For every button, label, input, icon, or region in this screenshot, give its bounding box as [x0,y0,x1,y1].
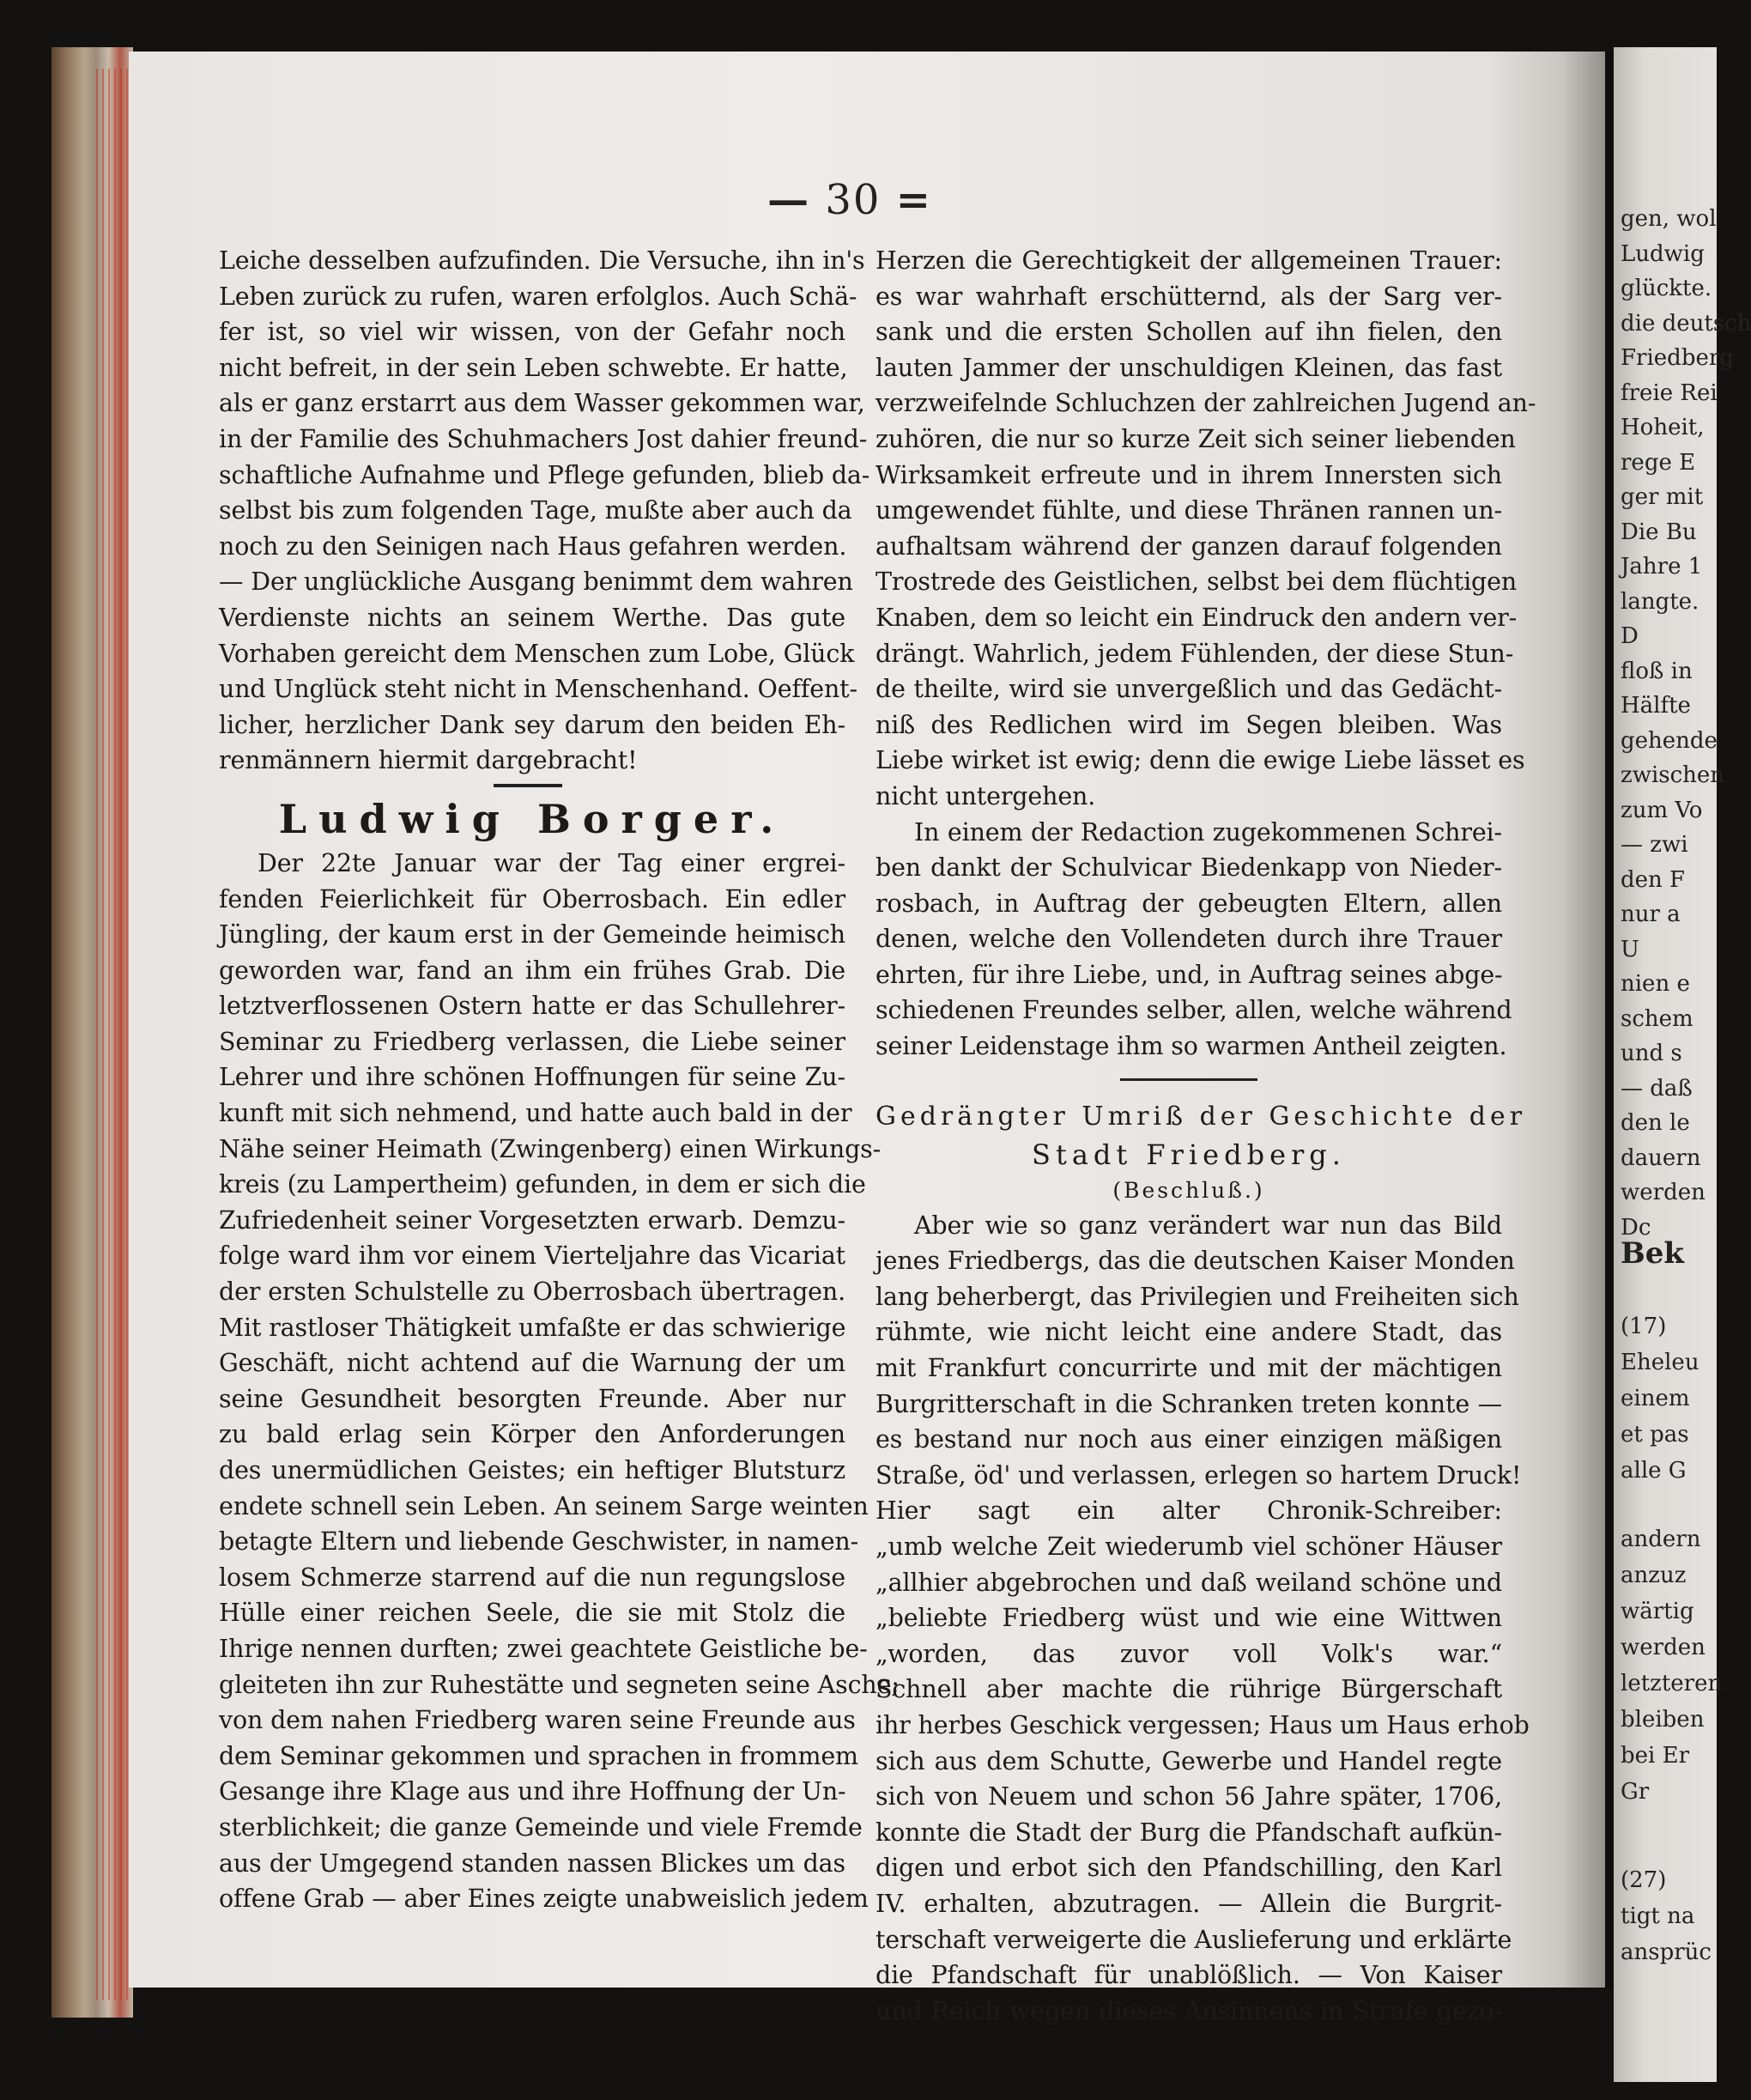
next-page-text-fragment: gehende [1621,727,1718,754]
text-line: Liebe wirket ist ewig; denn die ewige Liebe lässet es [876,746,1525,775]
next-page-fragment [1614,47,1751,2082]
text-line: gleiteten ihn zur Ruhestätte und segneten seine Asche; [219,1670,900,1699]
text-line: letztverflossenen Ostern hatte er das Schullehrer- [219,992,845,1021]
text-line: Knaben, dem so leicht ein Eindruck den andern ver- [876,603,1518,632]
text-line: Aber wie so ganz verändert war nun das Bild [914,1211,1502,1240]
text-line: Zufriedenheit seiner Vorgesetzten erwarb. Demzu- [219,1205,845,1235]
next-page-text-fragment: wärtig [1621,1599,1694,1624]
next-page-text-fragment: einem [1621,1386,1690,1411]
next-page-text-fragment: rege E [1621,449,1696,476]
next-page-text-fragment: U [1621,936,1639,962]
text-line: betagte Eltern und liebende Geschwister, in namen- [219,1527,859,1557]
article-heading-line-1: Gedrängter Umriß der Geschichte der [876,1101,1527,1132]
next-page-text-fragment: Dc [1621,1214,1651,1241]
next-page-text-fragment: (17) [1621,1314,1667,1339]
section-divider [1120,1078,1257,1081]
text-line: zuhören, die nur so kurze Zeit sich seiner liebenden [876,424,1516,453]
next-page-text-fragment: — daß [1621,1075,1693,1102]
text-line: sank und die ersten Schollen auf ihn fielen, den [876,318,1502,347]
text-line: Gesange ihre Klage aus und ihre Hoffnung der Un- [219,1777,846,1806]
text-line: renmännern hiermit dargebracht! [219,746,638,775]
text-line: „worden, das zuvor voll Volk's war.“ [876,1639,1502,1668]
text-line: des unermüdlichen Geistes; ein heftiger Blutsturz [219,1456,845,1484]
next-page-text-fragment: Ludwig [1621,240,1705,267]
text-line: kunft mit sich nehmend, und hatte auch bald in der [219,1099,852,1128]
next-page-text-fragment: nur a [1621,901,1681,927]
text-line: Straße, öd' und verlassen, erlegen so hartem Druck! [876,1460,1522,1490]
text-line: endete schnell sein Leben. An seinem Sarge weinten [219,1491,869,1520]
text-line: es bestand nur noch aus einer einzigen mäßigen [876,1425,1502,1454]
text-line: Nähe seiner Heimath (Zwingenberg) einen Wirkungs- [219,1134,882,1163]
text-line: digen und erbot sich den Pfandschilling, den Karl [876,1854,1502,1883]
text-line: lang beherbergt, das Privilegien und Freiheiten sich [876,1282,1519,1311]
next-page-text-fragment: anzuz [1621,1563,1687,1588]
next-page-text-fragment: bleiben [1621,1707,1705,1733]
text-line: de theilte, wird sie unvergeßlich und das Gedächt- [876,675,1502,704]
text-line: In einem der Redaction zugekommenen Schrei- [914,817,1502,847]
left-intro-paragraph [219,243,870,779]
text-line: in der Familie des Schuhmachers Jost dahier freund- [219,424,868,453]
text-line: losem Schmerze starrend auf die nun regungslose [219,1563,845,1592]
page-number: 30 [825,176,882,224]
page-number-dash-left: — [767,176,811,224]
text-line: Herzen die Gerechtigkeit der allgemeinen Trauer: [876,246,1502,275]
article-heading-note: (Beschluß.) [1112,1177,1265,1203]
text-line: ehrten, für ihre Liebe, und, in Auftrag seines abge- [876,960,1503,989]
next-page-text-fragment: die deutsch [1621,310,1751,337]
text-line: schaftliche Aufnahme und Pflege gefunden, blieb da- [219,460,870,489]
text-line: der ersten Schulstelle zu Oberrosbach übertragen. [219,1278,845,1307]
text-line: Trostrede des Geistlichen, selbst bei dem flüchtigen [876,567,1518,597]
next-page-text-fragment: werden [1621,1180,1706,1205]
text-line: lauten Jammer der unschuldigen Kleinen, das fast [876,353,1502,382]
next-page-text-fragment: und s [1621,1041,1682,1066]
text-line: „umb welche Zeit wiederumb viel schöner Häuser [876,1533,1502,1561]
text-line: licher, herzlicher Dank sey darum den beiden Eh- [219,710,845,739]
next-page-heading: Bek [1621,1236,1684,1271]
text-line: Lehrer und ihre schönen Hoffnungen für seine Zu- [219,1063,845,1092]
text-line: rosbach, in Auftrag der gebeugten Eltern, allen [876,889,1502,918]
text-line: es war wahrhaft erschütternd, als der Sarg ver- [876,282,1502,311]
next-page-text-fragment: den F [1621,866,1686,893]
next-page-text-fragment: freie Rei [1621,379,1718,406]
next-page-text-fragment: schem [1621,1005,1693,1032]
text-line: konnte die Stadt der Burg die Pfandschaft aufkün- [876,1818,1502,1847]
next-page-text-fragment: ger mit [1621,484,1704,510]
text-line: „beliebte Friedberg wüst und wie eine Wittwen [876,1604,1502,1633]
text-line: sich aus dem Schutte, Gewerbe und Handel regte [876,1746,1502,1775]
text-line: Mit rastloser Thätigkeit umfaßte er das schwierige [219,1313,846,1342]
text-line: noch zu den Seinigen nach Haus gefahren werden. [219,531,847,561]
text-line: geworden war, fand an ihm ein frühes Grab. Die [219,956,845,985]
next-page-text-fragment: Hälfte [1621,693,1691,719]
red-page-edge-lines [96,69,129,2000]
text-line: sich von Neuem und schon 56 Jahre später, 1706, [876,1782,1502,1812]
text-line: Ihrige nennen durften; zwei geachtete Geistliche be- [219,1634,868,1663]
next-page-text-fragment: den le [1621,1110,1690,1136]
thanks-paragraph [876,815,1512,1065]
text-line: „allhier abgebrochen und daß weiland schöne und [876,1568,1502,1597]
next-page-text-fragment: letzteren [1621,1671,1723,1696]
next-page-text-fragment: alle G [1621,1458,1687,1484]
next-page-text-fragment: andern [1621,1526,1701,1552]
obituary-body [219,846,900,1917]
next-page-text-fragment: D [1621,623,1639,649]
page-number-line [738,176,961,224]
text-line: rühmte, wie nicht leicht eine andere Stadt, das [876,1318,1502,1347]
next-page-text-fragment: dauern [1621,1144,1701,1171]
next-page-text-fragment: werden [1621,1635,1706,1660]
text-line: Verdienste nichts an seinem Werthe. Das gute [219,603,845,632]
next-page-text-fragment: — zwi [1621,832,1688,858]
next-page-text-fragment: Eheleu [1621,1350,1700,1375]
text-line: offene Grab — aber Eines zeigte unabweislich jedem [219,1885,869,1914]
text-line: und Reich wegen dieses Ansinnens in Strafe gezo- [876,1996,1502,2025]
next-page-text-fragment: gen, wol [1621,206,1717,232]
text-line: nicht untergehen. [876,781,1096,810]
history-body [876,1208,1530,2030]
next-page-text-fragment: Gr [1621,1779,1650,1805]
text-line: aufhaltsam während der ganzen darauf folgenden [876,531,1502,561]
text-line: denen, welche den Vollendeten durch ihre Trauer [876,925,1502,954]
next-page-text-fragment: glückte. [1621,276,1712,301]
right-intro-paragraph [876,243,1536,815]
next-page-text-fragment: Die Bu [1621,519,1697,545]
text-line: Hülle einer reichen Seele, die sie mit Stolz die [219,1599,845,1628]
left-text-column [219,243,900,1917]
text-line: kreis (zu Lampertheim) gefunden, in dem er sich die [219,1170,866,1199]
text-line: Seminar zu Friedberg verlassen, die Liebe seiner [219,1027,845,1056]
text-line: Hier sagt ein alter Chronik-Schreiber: [876,1496,1502,1526]
text-line: drängt. Wahrlich, jedem Fühlenden, der diese Stun- [876,639,1514,668]
text-line: mit Frankfurt concurrirte und mit der mächtigen [876,1354,1502,1383]
text-line: die Pfandschaft für unablößlich. — Von Kaiser [876,1961,1502,1990]
text-line: verzweifelnde Schluchzen der zahlreichen Jugend an- [876,389,1536,418]
gutter-shadow [1562,52,1614,1988]
text-line: jenes Friedbergs, das die deutschen Kaiser Monden [876,1247,1515,1276]
next-page-text-fragment: zum Vo [1621,797,1703,823]
text-line: terschaft verweigerte die Auslieferung und erklärte [876,1925,1512,1954]
right-text-column [876,243,1536,2029]
next-page-text-fragment: ansprüc [1621,1939,1712,1965]
text-line: als er ganz erstarrt aus dem Wasser gekommen war, [219,389,865,418]
text-line: — Der unglückliche Ausgang benimmt dem wahren [219,567,853,597]
text-line: von dem nahen Friedberg waren seine Freunde aus [219,1706,856,1735]
article-heading-line-2: Stadt Friedberg. [1032,1138,1346,1171]
text-line: ben dankt der Schulvicar Biedenkapp von Nieder- [876,853,1502,883]
next-page-text-fragment: (27) [1621,1867,1667,1893]
next-page-text-fragment: et pas [1621,1422,1689,1448]
text-line: zu bald erlag sein Körper den Anforderungen [219,1420,845,1449]
text-line: niß des Redlichen wird im Segen bleiben. Was [876,710,1502,739]
next-page-text-fragment: tigt na [1621,1903,1695,1929]
text-line: Geschäft, nicht achtend auf die Warnung der um [219,1349,845,1378]
text-line: schiedenen Freundes selber, allen, welche während [876,996,1512,1025]
text-line: seine Gesundheit besorgten Freunde. Aber nur [219,1384,845,1413]
next-page-text-fragment: Friedberg [1621,345,1734,371]
text-line: Vorhaben gereicht dem Menschen zum Lobe, Glück [219,639,855,668]
text-line: fenden Feierlichkeit für Oberrosbach. Ein edler [219,884,845,913]
text-line: und Unglück steht nicht in Menschenhand. Oeffent- [219,675,857,704]
text-line: dem Seminar gekommen und sprachen in frommem [219,1741,858,1770]
text-line: Schnell aber machte die rührige Bürgerschaft [876,1675,1502,1704]
text-line: Leben zurück zu rufen, waren erfolglos. Auch Schä- [219,282,857,311]
next-page-text-fragment: nien e [1621,971,1690,997]
text-line: ihr herbes Geschick vergessen; Haus um Haus erhob [876,1710,1530,1739]
text-line: fer ist, so viel wir wissen, von der Gefahr noch [219,318,845,347]
text-line: IV. erhalten, abzutragen. — Allein die Burgrit- [876,1889,1502,1918]
text-line: Burgritterschaft in die Schranken treten konnte — [876,1389,1502,1418]
text-line: sterblichkeit; die ganze Gemeinde und viele Fremde [219,1812,863,1842]
text-line: nicht befreit, in der sein Leben schwebte. Er hatte, [219,353,848,382]
text-line: seiner Leidenstage ihm so warmen Antheil zeigten. [876,1032,1507,1061]
text-line: selbst bis zum folgenden Tage, mußte aber auch da [219,496,852,525]
next-page-text-fragment: floß in [1621,658,1693,684]
next-page-text-fragment: Jahre 1 [1621,554,1703,580]
text-line: Leiche desselben aufzufinden. Die Versuche, ihn in's [219,246,865,275]
text-line: folge ward ihm vor einem Vierteljahre das Vicariat [219,1241,845,1271]
next-page-text-fragment: zwischen [1621,762,1725,788]
text-line: Wirksamkeit erfreute und in ihrem Innersten sich [876,460,1502,489]
next-page-text-fragment: Hoheit, [1621,415,1705,440]
section-divider [494,784,562,787]
text-line: aus der Umgegend standen nassen Blickes um das [219,1848,845,1878]
next-page-text-fragment: langte. [1621,588,1700,615]
text-line: Der 22te Januar war der Tag einer ergrei- [258,848,845,877]
next-page-text-fragment: bei Er [1621,1743,1690,1769]
text-line: Jüngling, der kaum erst in der Gemeinde heimisch [219,920,845,950]
page-number-dash-right: = [895,176,932,224]
obituary-heading: Ludwig Borger. [278,795,786,842]
text-line: umgewendet fühlte, und diese Thränen rannen un- [876,496,1502,525]
